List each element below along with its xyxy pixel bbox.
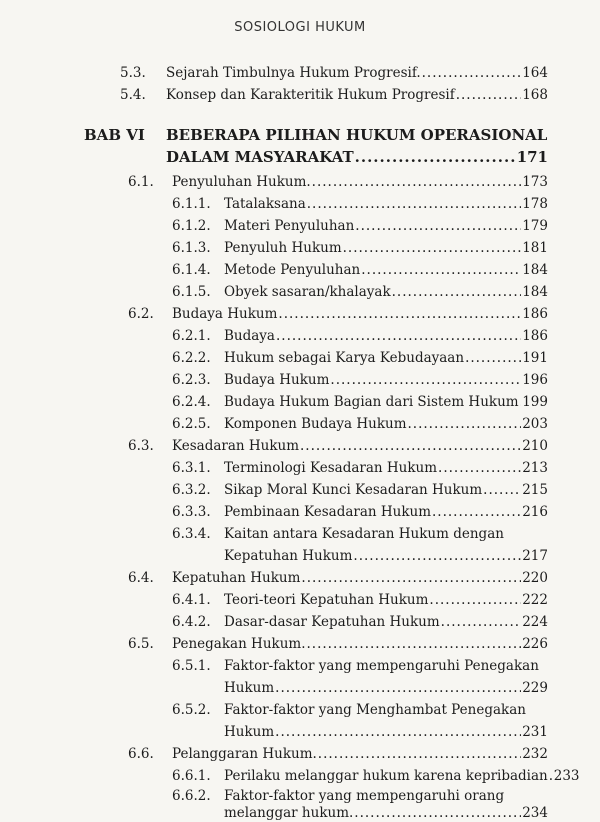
entry-page: 199 [522, 394, 548, 410]
entry-page: 217 [522, 548, 548, 564]
chapter-title: DALAM MASYARAKAT [166, 148, 354, 166]
entry-number: 6.1.4. [172, 262, 211, 278]
entry-title: Komponen Budaya Hukum [224, 416, 407, 432]
entry-title: Sikap Moral Kunci Kesadaran Hukum [224, 482, 483, 498]
dot-leader [483, 481, 521, 499]
dot-leader [275, 723, 521, 741]
entry-page: 196 [522, 372, 548, 388]
entry-page: 222 [522, 592, 548, 608]
entry-number: 6.3.4. [172, 526, 211, 542]
entry-title: Penyuluh Hukum [224, 240, 342, 256]
dot-leader [330, 371, 521, 389]
entry-number: 6.1. [128, 174, 154, 190]
entry-page: 164 [522, 65, 548, 81]
entry-number: 6.2. [128, 306, 154, 322]
dot-leader [392, 283, 522, 301]
entry-title: Penegakan Hukum. [172, 636, 306, 652]
entry-page: 220 [522, 570, 548, 586]
dot-leader [318, 745, 521, 763]
entry-page: 213 [522, 460, 548, 476]
entry-title: Faktor-faktor yang mempengaruhi Penegakan [224, 658, 539, 674]
entry-title: Faktor-faktor yang mempengaruhi orang [224, 788, 505, 804]
entry-page: 226 [522, 636, 548, 652]
entry-page: 215 [522, 482, 548, 498]
entry-page: 186 [522, 306, 548, 322]
dot-leader [355, 217, 521, 235]
entry-page: 184 [522, 262, 548, 278]
entry-page: 184 [522, 284, 548, 300]
entry-title: Pelanggaran Hukum. [172, 746, 317, 762]
entry-title: melanggar hukum. [224, 805, 354, 821]
dot-leader [441, 613, 522, 631]
entry-number: 6.3. [128, 438, 154, 454]
dot-leader [301, 569, 521, 587]
entry-title: Kepatuhan Hukum [172, 570, 301, 586]
dot-leader [456, 86, 522, 104]
entry-number: 6.6. [128, 746, 154, 762]
entry-number: 6.1.3. [172, 240, 211, 256]
entry-number: 6.1.5. [172, 284, 211, 300]
entry-title: Budaya [224, 328, 275, 344]
entry-number: 6.2.4. [172, 394, 211, 410]
entry-page: 191 [522, 350, 548, 366]
entry-page: 229 [522, 680, 548, 696]
entry-title: Budaya Hukum Bagian dari Sistem Hukum [224, 394, 519, 410]
entry-page: 171 [516, 148, 548, 166]
entry-title: Penyuluhan Hukum. [172, 174, 311, 190]
entry-page: 231 [522, 724, 548, 740]
dot-leader [353, 547, 521, 565]
entry-number: 6.1.2. [172, 218, 211, 234]
entry-page: 179 [522, 218, 548, 234]
entry-title: Tatalaksana [224, 196, 306, 212]
entry-title: Materi Penyuluhan [224, 218, 355, 234]
dot-leader [276, 327, 521, 345]
entry-title: Kesadaran Hukum [172, 438, 300, 454]
entry-number: 6.4. [128, 570, 154, 586]
dot-leader [307, 635, 522, 653]
entry-page: 210 [522, 438, 548, 454]
dot-leader [429, 591, 521, 609]
entry-number: 6.5.1. [172, 658, 211, 674]
entry-number: 6.2.3. [172, 372, 211, 388]
dot-leader [275, 679, 521, 697]
entry-number: 6.5.2. [172, 702, 211, 718]
dot-leader [438, 459, 521, 477]
entry-title: Kaitan antara Kesadaran Hukum dengan [224, 526, 504, 542]
entry-title: Kepatuhan Hukum [224, 548, 353, 564]
entry-number: 6.2.1. [172, 328, 211, 344]
chapter-title: BEBERAPA PILIHAN HUKUM OPERASIONAL [166, 126, 548, 144]
dot-leader [361, 261, 521, 279]
entry-number: 6.4.2. [172, 614, 211, 630]
dot-leader [355, 148, 516, 166]
entry-number: 6.2.5. [172, 416, 211, 432]
entry-number: 6.3.3. [172, 504, 211, 520]
entry-title: Hukum [224, 724, 275, 740]
entry-title: Budaya Hukum [224, 372, 330, 388]
entry-title: Faktor-faktor yang Menghambat Penegakan [224, 702, 526, 718]
entry-title: Pembinaan Kesadaran Hukum [224, 504, 432, 520]
entry-number: 5.4. [120, 87, 146, 103]
entry-page: 216 [522, 504, 548, 520]
entry-title: Obyek sasaran/khalayak [224, 284, 391, 300]
entry-page: 233 [553, 768, 580, 784]
entry-number: 6.1.1. [172, 196, 211, 212]
chapter-number: BAB VI [84, 126, 145, 144]
entry-page: 203 [522, 416, 548, 432]
dot-leader [307, 195, 521, 213]
entry-title: Konsep dan Karakteritik Hukum Progresif [166, 87, 455, 103]
entry-title: Budaya Hukum [172, 306, 278, 322]
entry-title: Sejarah Timbulnya Hukum Progresif. [166, 65, 421, 81]
entry-title: Metode Penyuluhan [224, 262, 361, 278]
entry-title: Teori-teori Kepatuhan Hukum [224, 592, 429, 608]
dot-leader [312, 173, 522, 191]
entry-number: 6.3.2. [172, 482, 211, 498]
entry-page: 168 [522, 87, 548, 103]
entry-page: 186 [522, 328, 548, 344]
entry-title: Hukum sebagai Karya Kebudayaan [224, 350, 465, 366]
entry-page: 178 [522, 196, 548, 212]
running-header: SOSIOLOGI HUKUM [234, 20, 366, 35]
entry-page: 181 [522, 240, 548, 256]
dot-leader [343, 239, 522, 257]
entry-number: 6.2.2. [172, 350, 211, 366]
entry-title: Dasar-dasar Kepatuhan Hukum [224, 614, 440, 630]
entry-title: Terminologi Kesadaran Hukum [224, 460, 438, 476]
dot-leader [408, 415, 522, 433]
entry-page: 232 [522, 746, 548, 762]
entry-title: Hukum [224, 680, 275, 696]
dot-leader [278, 305, 521, 323]
entry-number: 6.6.1. [172, 768, 211, 784]
entry-number: 6.5. [128, 636, 154, 652]
dot-leader [300, 437, 521, 455]
dot-leader [422, 64, 522, 82]
entry-number: 6.3.1. [172, 460, 211, 476]
dot-leader [520, 393, 522, 411]
entry-number: 6.6.2. [172, 788, 211, 804]
entry-page: 224 [522, 614, 548, 630]
entry-title: Perilaku melanggar hukum karena kepribadian [224, 768, 548, 784]
entry-number: 5.3. [120, 65, 146, 81]
dot-leader [465, 349, 521, 367]
entry-page: 173 [522, 174, 548, 190]
dot-leader [549, 767, 553, 785]
entry-page: 234 [522, 805, 548, 821]
entry-number: 6.4.1. [172, 592, 211, 608]
dot-leader [432, 503, 521, 521]
dot-leader [354, 804, 521, 822]
